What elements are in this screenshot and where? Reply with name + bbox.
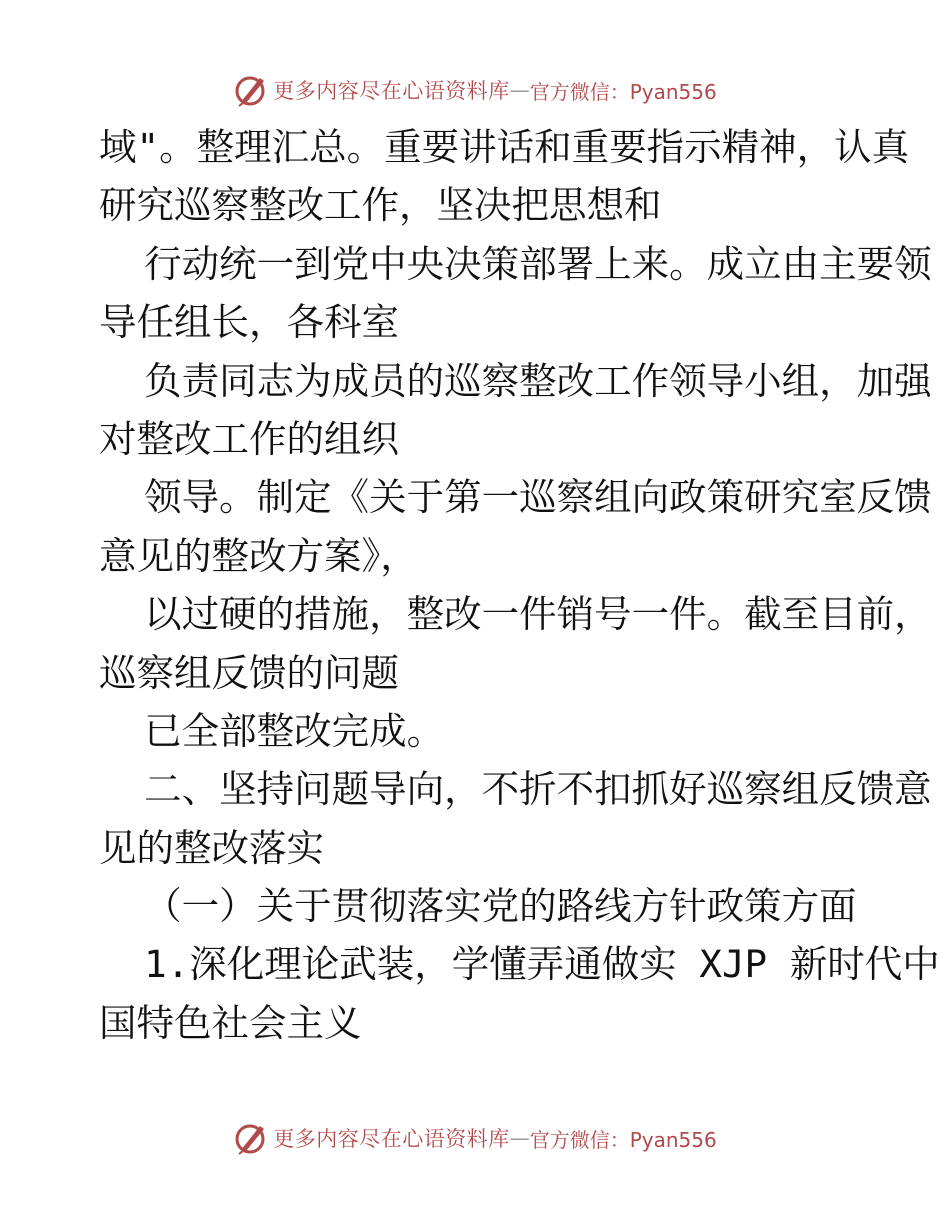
- body-line: 域"。整理汇总。重要讲话和重要指示精神，认真: [99, 125, 910, 169]
- body-line: 巡察组反馈的问题: [99, 650, 399, 695]
- header-site-text: 更多内容尽在心语资料库: [273, 79, 510, 103]
- body-line: 意见的整改方案》，: [99, 533, 418, 578]
- section-heading-cont: 见的整改落实: [99, 825, 324, 870]
- body-line: 研究巡察整改工作，坚决把思想和: [99, 183, 662, 228]
- body-line: 以过硬的措施，整改一件销号一件。截至目前，: [99, 592, 932, 637]
- subsection-heading: （一）关于贯彻落实党的路线方针政策方面: [99, 884, 857, 929]
- body-line: 对整改工作的组织: [99, 416, 399, 461]
- body-line: 行动统一到党中央决策部署上来。成立由主要领: [99, 241, 932, 286]
- footer-separator: —: [509, 1126, 530, 1150]
- header-separator: —: [509, 78, 530, 102]
- quill-circle-icon: [233, 72, 269, 108]
- section-heading: 二、坚持问题导向，不折不扣抓好巡察组反馈意: [99, 767, 932, 812]
- quill-circle-icon: [233, 1120, 269, 1156]
- document-body: [99, 118, 940, 1052]
- body-line: 负责同志为成员的巡察整改工作领导小组，加强: [99, 358, 932, 403]
- body-line: 国特色社会主义: [99, 1000, 362, 1045]
- body-line: 导任组长，各科室: [99, 300, 399, 345]
- body-line: 领导。制定《关于第一巡察组向政策研究室反馈: [99, 475, 932, 520]
- header-wechat-text: 官方微信：Pyan556: [529, 79, 717, 104]
- body-line: 1.深化理论武装，学懂弄通做实 XJP 新时代中: [99, 942, 940, 987]
- footer-wechat-text: 官方微信：Pyan556: [529, 1127, 717, 1152]
- body-line: 已全部整改完成。: [99, 708, 445, 753]
- header-watermark: [0, 70, 950, 110]
- footer-site-text: 更多内容尽在心语资料库: [273, 1127, 510, 1151]
- footer-watermark: [0, 1118, 950, 1158]
